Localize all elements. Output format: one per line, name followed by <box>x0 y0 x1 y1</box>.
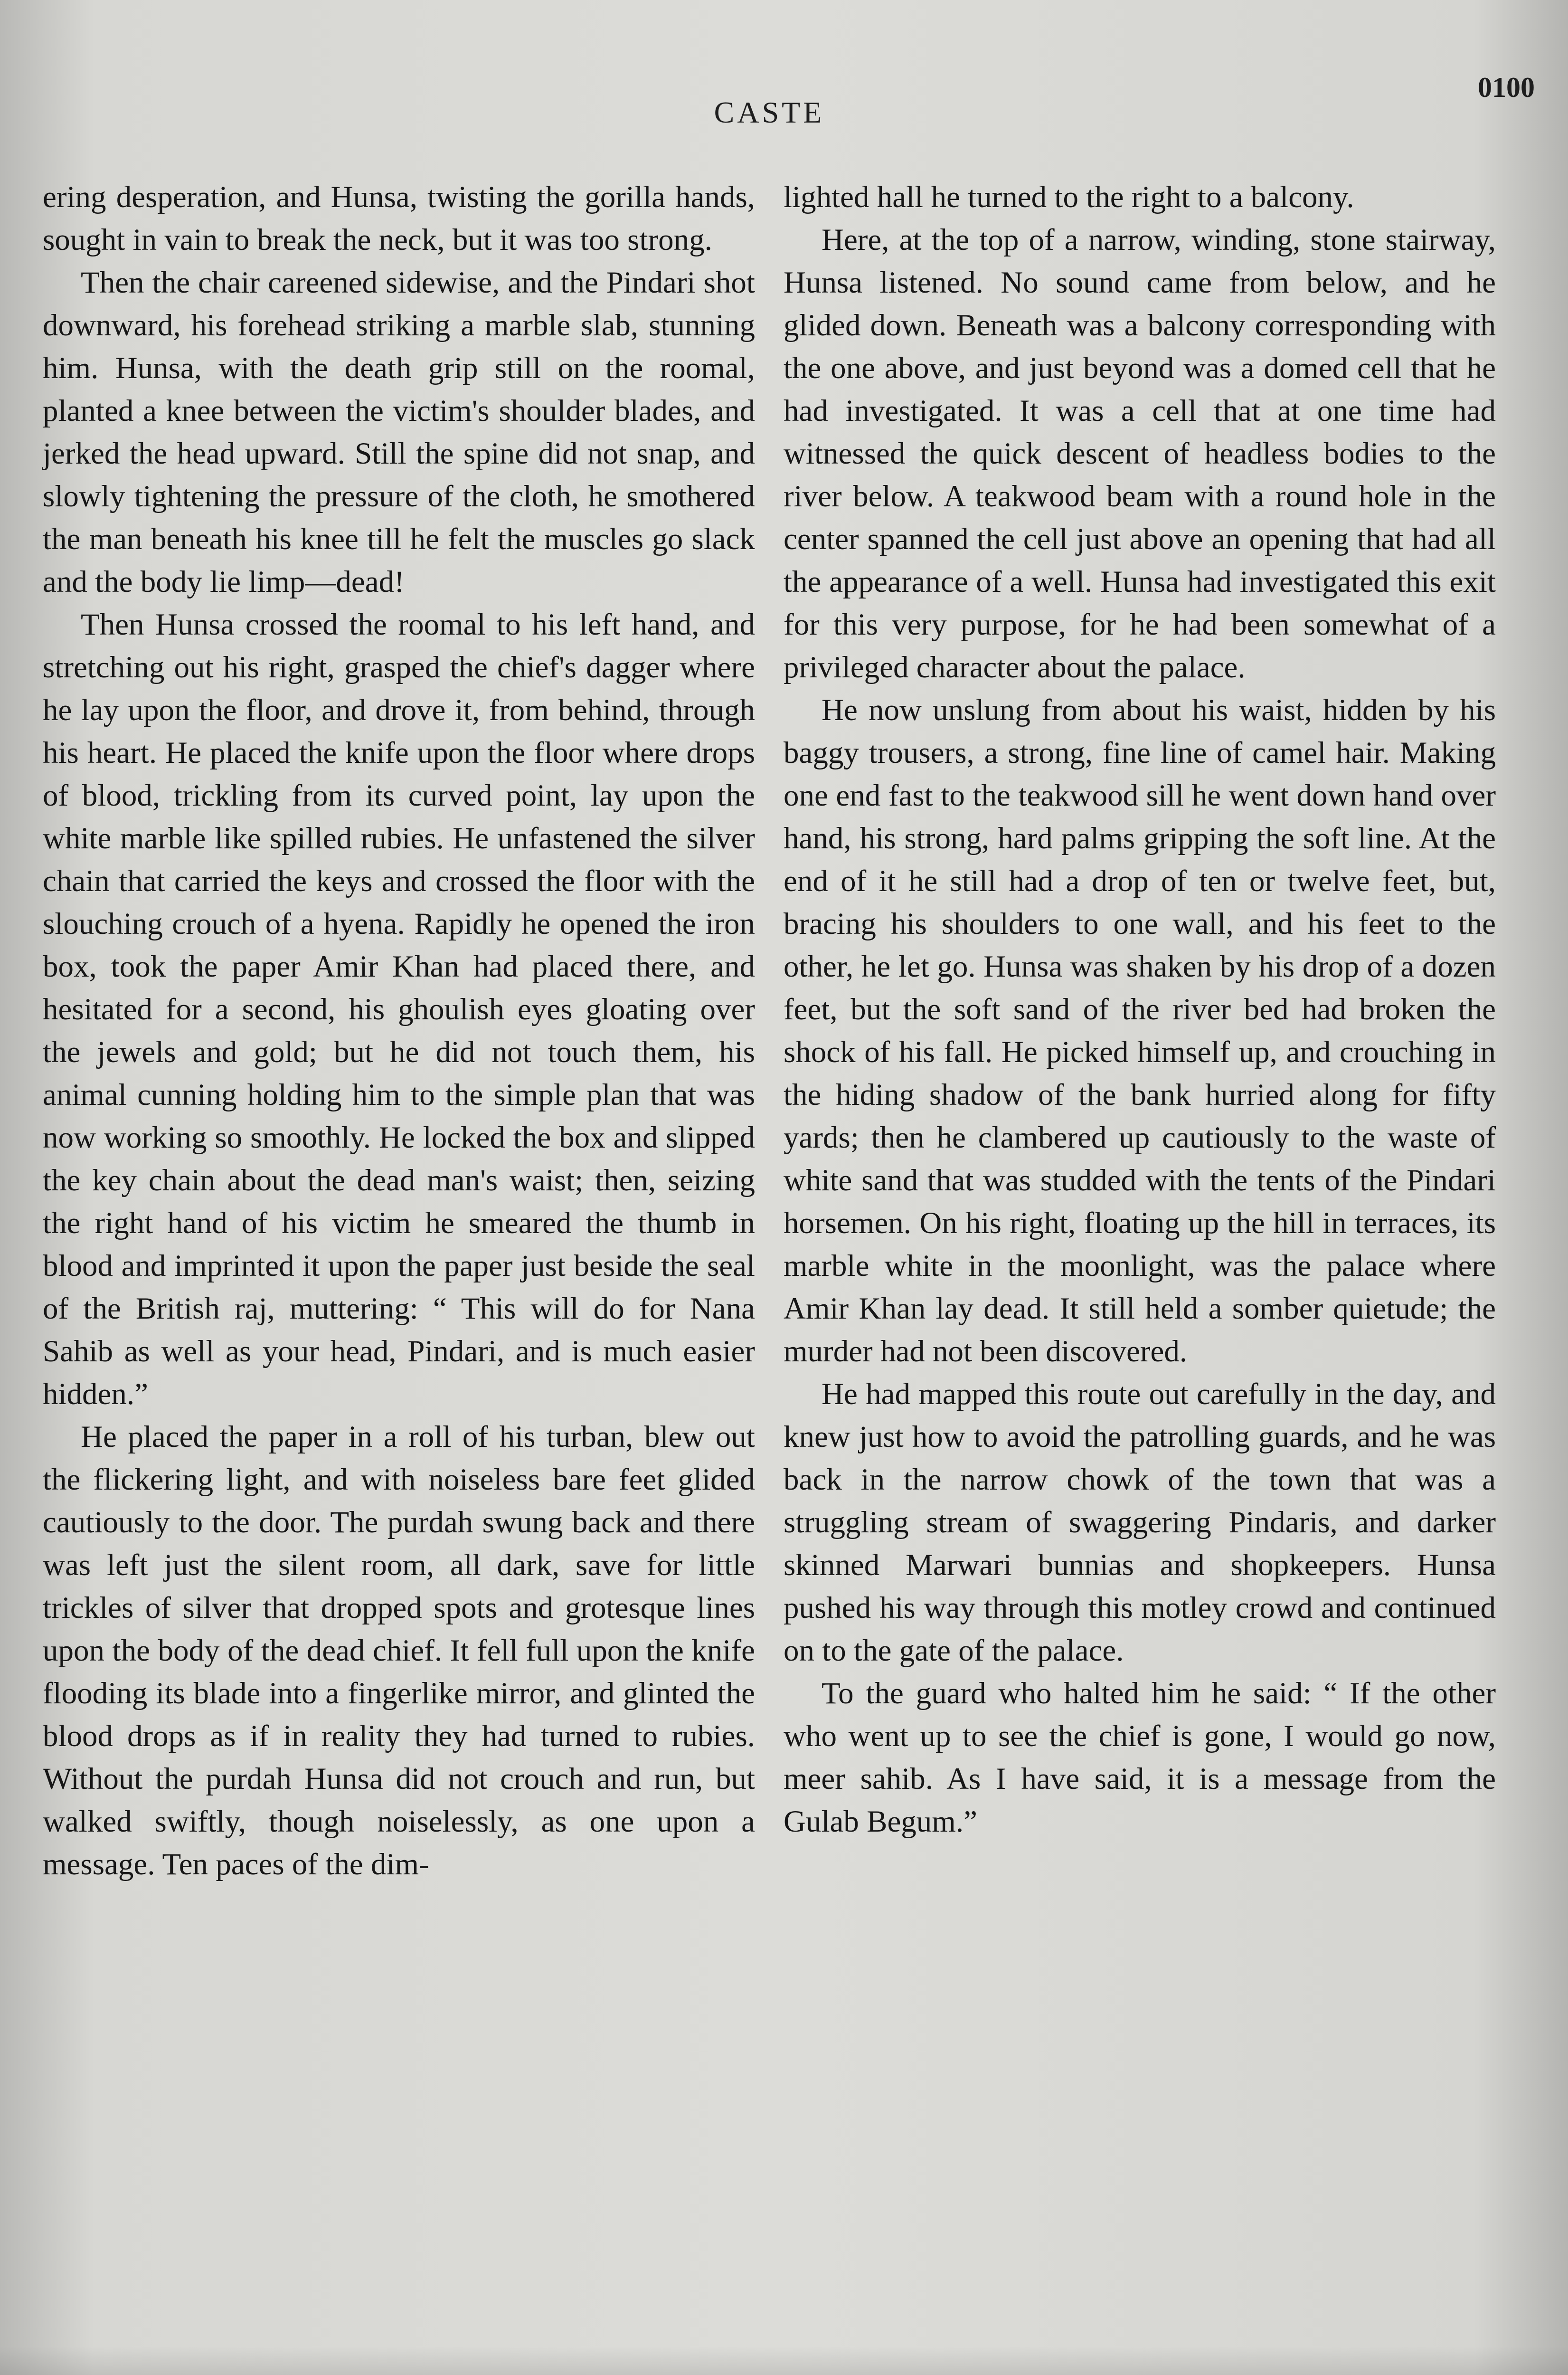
paragraph: Then Hunsa crossed the roomal to his left hand, and stretching out his right, grasped the chief's dagger where he lay upon the floor, and drove it, from behind, through his heart. He placed the knife upon the floor where drops of blood, trickling from its curved point, lay upon the white marble like spilled rubies. He unfastened the silver chain that carried the keys and crossed the floor with the slouching crouch of a hyena. Rapidly he opened the iron box, took the paper Amir Khan had placed there, and hesitated for a second, his ghoulish eyes gloating over the jewels and gold; but he did not touch them, his animal cunning holding him to the simple plan that was now working so smoothly. He locked the box and slipped the key chain about the dead man's waist; then, seizing the right hand of his victim he smeared the thumb in blood and imprinted it upon the paper just beside the seal of the British raj, muttering: “ This will do for Nana Sahib as well as your head, Pindari, and is much easier hidden.” <box>43 608 755 1411</box>
running-head: CASTE <box>714 95 825 129</box>
paragraph: Then the chair careened sidewise, and the Pindari shot downward, his forehead striking a marble slab, stunning him. Hunsa, with the death grip still on the roomal, planted a knee between the victim's shoulder blades, and jerked the head upward. Still the spine did not snap, and slowly tightening the pressure of the cloth, he smothered the man beneath his knee till he felt the muscles go slack and the body lie limp—dead! <box>43 266 755 599</box>
paragraph: Here, at the top of a narrow, winding, stone stairway, Hunsa listened. No sound came from below, and he glided down. Beneath was a balcony corresponding with the one above, and just beyond was a domed cell that he had investigated. It was a cell that at one time had witnessed the quick descent of headless bodies to the river below. A teakwood beam with a round hole in the center spanned the cell just above an opening that had all the appearance of a well. Hunsa had investigated this exit for this very purpose, for he had been somewhat of a privileged character about the palace. <box>784 223 1496 684</box>
right-text-column <box>784 176 1496 1843</box>
page-number: 0100 <box>1478 72 1535 103</box>
paragraph: He had mapped this route out carefully in the day, and knew just how to avoid the patrolling guards, and he was back in the narrow chowk of the town that was a struggling stream of swaggering Pindaris, and darker skinned Marwari bunnias and shopkeepers. Hunsa pushed his way through this motley crowd and continued on to the gate of the palace. <box>784 1377 1496 1668</box>
paragraph: lighted hall he turned to the right to a balcony. <box>784 180 1354 214</box>
paragraph: ering desperation, and Hunsa, twisting the gorilla hands, sought in vain to break the neck, but it was too strong. <box>43 180 755 257</box>
left-text-column <box>43 176 755 1886</box>
paragraph: He placed the paper in a roll of his turban, blew out the flickering light, and with noiseless bare feet glided cautiously to the door. The purdah swung back and there was left just the silent room, all dark, save for little trickles of silver that dropped spots and grotesque lines upon the body of the dead chief. It fell full upon the knife flooding its blade into a fingerlike mirror, and glinted the blood drops as if in reality they had turned to rubies. Without the purdah Hunsa did not crouch and run, but walked swiftly, though noiselessly, as one upon a message. Ten paces of the dim- <box>43 1420 755 1881</box>
paragraph: He now unslung from about his waist, hidden by his baggy trousers, a strong, fine line of camel hair. Making one end fast to the teakwood sill he went down hand over hand, his strong, hard palms gripping the soft line. At the end of it he still had a drop of ten or twelve feet, but, bracing his shoulders to one wall, and his feet to the other, he let go. Hunsa was shaken by his drop of a dozen feet, but the soft sand of the river bed had broken the shock of his fall. He picked himself up, and crouching in the hiding shadow of the bank hurried along for fifty yards; then he clambered up cautiously to the waste of white sand that was studded with the tents of the Pindari horsemen. On his right, floating up the hill in terraces, its marble white in the moonlight, was the palace where Amir Khan lay dead. It still held a somber quietude; the murder had not been discovered. <box>784 693 1496 1368</box>
paragraph: To the guard who halted him he said: “ If the other who went up to see the chief is gone, I would go now, meer sahib. As I have said, it is a message from the Gulab Begum.” <box>784 1676 1496 1839</box>
